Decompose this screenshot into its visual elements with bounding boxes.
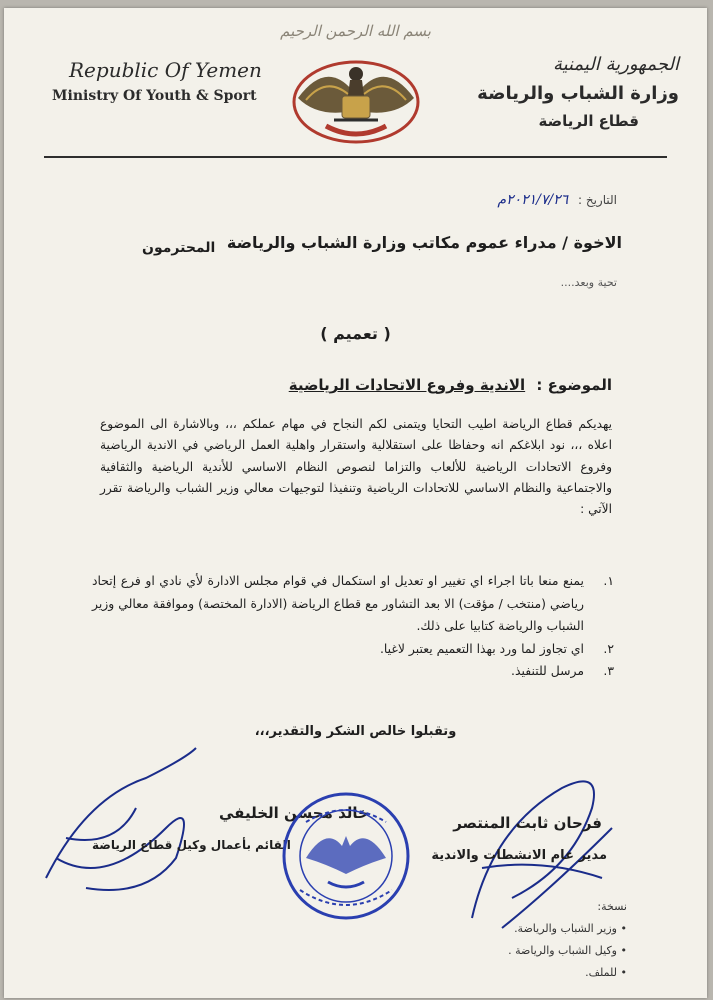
subject-line bbox=[289, 376, 612, 394]
signatory-2-name: خالد محسن الخليفي bbox=[219, 804, 369, 822]
directive-text: مرسل للتنفيذ. bbox=[511, 663, 584, 678]
yemen-eagle-emblem bbox=[286, 50, 426, 150]
directive-text: اي تجاوز لما ورد بهذا التعميم يعتبر لاغيا. bbox=[379, 640, 584, 656]
ministry-name-en: Ministry Of Youth & Sport bbox=[52, 88, 257, 104]
date-label: التاريخ : bbox=[577, 193, 617, 207]
directive-item bbox=[92, 660, 614, 683]
copy-recipient: • وزير الشباب والرياضة. bbox=[508, 918, 627, 940]
signatory-1-name: فرحان ثابت المنتصر bbox=[453, 814, 602, 832]
copies-label: نسخة: bbox=[597, 900, 627, 913]
ministry-name-ar: وزارة الشباب والرياضة bbox=[477, 83, 679, 104]
directives-list bbox=[92, 570, 614, 683]
country-name-ar: الجمهورية اليمنية bbox=[552, 54, 679, 75]
header-divider bbox=[44, 156, 667, 158]
subject-text: الاندية وفروع الاتحادات الرياضية bbox=[288, 376, 526, 394]
ministry-seal-stamp bbox=[276, 786, 416, 926]
arabic-letterhead bbox=[459, 54, 679, 130]
subject-label: الموضوع : bbox=[536, 376, 612, 394]
bismillah: بسم الله الرحمن الرحيم bbox=[280, 22, 431, 40]
closing-line: وتقبلوا خالص الشكر والتقدير،،، bbox=[254, 724, 457, 739]
signatory-2-title: القائم بأعمال وكيل قطاع الرياضة bbox=[92, 838, 291, 852]
directive-item bbox=[92, 638, 614, 661]
letter-body bbox=[100, 414, 612, 520]
directive-number: ٣. bbox=[603, 663, 614, 678]
date-value: ٢٠٢١/٧/٢٦م bbox=[497, 192, 569, 208]
signature-scribble-left bbox=[26, 738, 226, 908]
document-heading: ( تعميم ) bbox=[320, 324, 391, 343]
sector-name-ar: قطاع الرياضة bbox=[538, 112, 639, 130]
country-name-en: Republic Of Yemen bbox=[69, 58, 262, 82]
signatory-1-title: مدير عام الانشطات والاندية bbox=[431, 848, 607, 863]
recipient-honorific: المحترمون bbox=[142, 240, 216, 256]
recipient-address: الاخوة / مدراء عموم مكاتب وزارة الشباب والرياضة bbox=[226, 233, 622, 252]
directive-number: ١. bbox=[603, 573, 614, 588]
greeting: تحية وبعد.... bbox=[560, 276, 617, 289]
directive-text: يمنع منعا باتا اجراء اي تغيير او تعديل او استكمال في قوام مجلس الادارة لأي نادي او فرع إتحاد رياضي (منتخب / مؤقت) الا بعد التشاور مع قطاع الرياضة (الادارة المختصة) وموافقة معالي وزير الشباب والرياضة كتابيا على ذلك. bbox=[92, 573, 584, 633]
copy-recipient: • وكيل الشباب والرياضة . bbox=[508, 940, 627, 962]
document-page bbox=[4, 8, 707, 998]
body-paragraph: يهديكم قطاع الرياضة اطيب التحايا ويتمنى لكم النجاح في مهام عملكم ،،، وبالاشارة الى الموضوع اعلاه ،،، نود ابلاغكم انه وحفاظا على استقلالية واستقرار واهلية العمل الرياضي في الاندية الرياضية وفروع الاتحادات الرياضية للألعاب والتزاما لنصوص النظام الاساسي للأندية الرياضية والثقافية والاجتماعية والنظام الاساسي للاتحادات الرياضية وتنفيذا لتوجيهات معالي وزير الشباب والرياضة تقرر الآتي : bbox=[100, 417, 612, 517]
directive-number: ٢. bbox=[603, 640, 614, 656]
date-line bbox=[497, 192, 617, 208]
copy-recipient: • للملف. bbox=[508, 962, 627, 984]
directive-item bbox=[92, 570, 614, 638]
copies-list bbox=[508, 896, 627, 984]
